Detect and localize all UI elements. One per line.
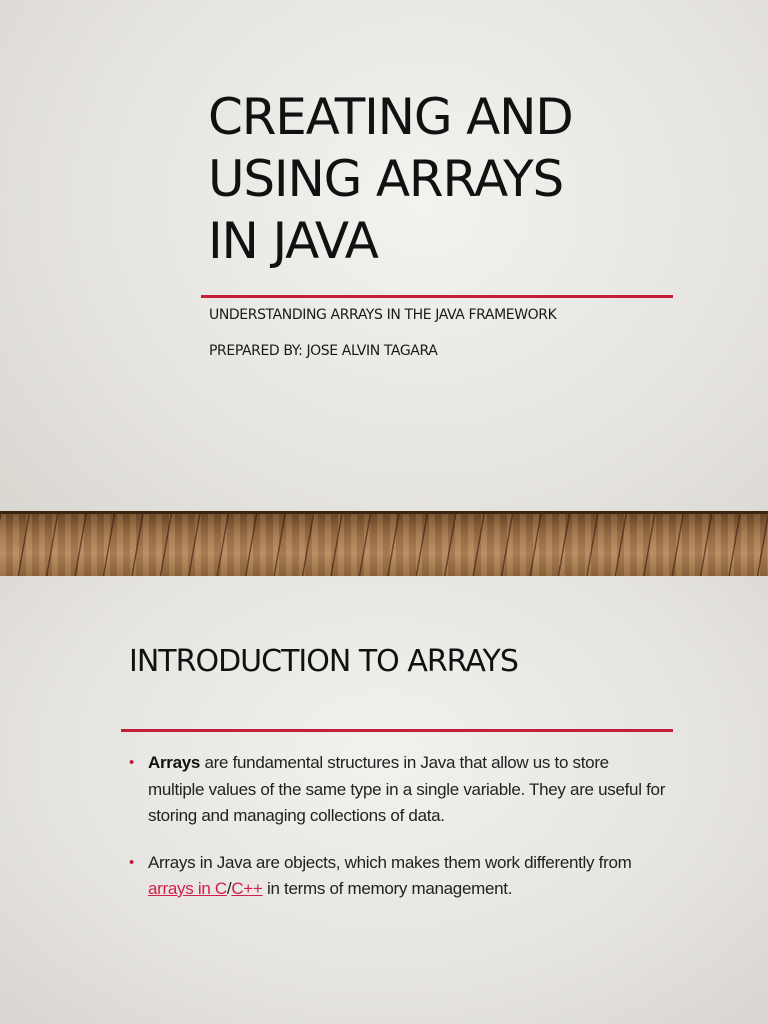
title-divider <box>201 295 673 298</box>
wood-floor-decoration <box>0 511 768 576</box>
slide-subtitle: UNDERSTANDING ARRAYS IN THE JAVA FRAMEWORK <box>209 307 557 323</box>
title-line-2: USING ARRAYS <box>208 150 563 208</box>
heading-divider <box>121 729 673 732</box>
bullet-list <box>129 750 669 923</box>
slide-heading: INTRODUCTION TO ARRAYS <box>129 644 518 679</box>
bullet-text-after: in terms of memory management. <box>262 879 513 898</box>
link-separator: / <box>226 879 232 898</box>
title-line-1: CREATING AND <box>208 88 573 146</box>
slide-title <box>208 86 688 272</box>
bullet-text: are fundamental structures in Java that allow us to store multiple values of the same type in a single variable. They are useful for storing and managing collections of data. <box>148 753 666 825</box>
bold-term: Arrays <box>148 753 201 772</box>
author-line: PREPARED BY: JOSE ALVIN TAGARA <box>209 343 438 359</box>
content-slide <box>0 576 768 1024</box>
cpp-link[interactable]: C++ <box>231 879 263 898</box>
bullet-text-before: Arrays in Java are objects, which makes them work differently from <box>148 852 632 872</box>
arrays-in-c-link[interactable]: arrays in C <box>148 879 227 898</box>
bullet-dot-icon: • <box>129 754 134 771</box>
bullet-item <box>129 850 669 903</box>
title-line-3: IN JAVA <box>208 212 378 270</box>
bullet-dot-icon: • <box>129 853 134 871</box>
bullet-item <box>129 750 669 830</box>
